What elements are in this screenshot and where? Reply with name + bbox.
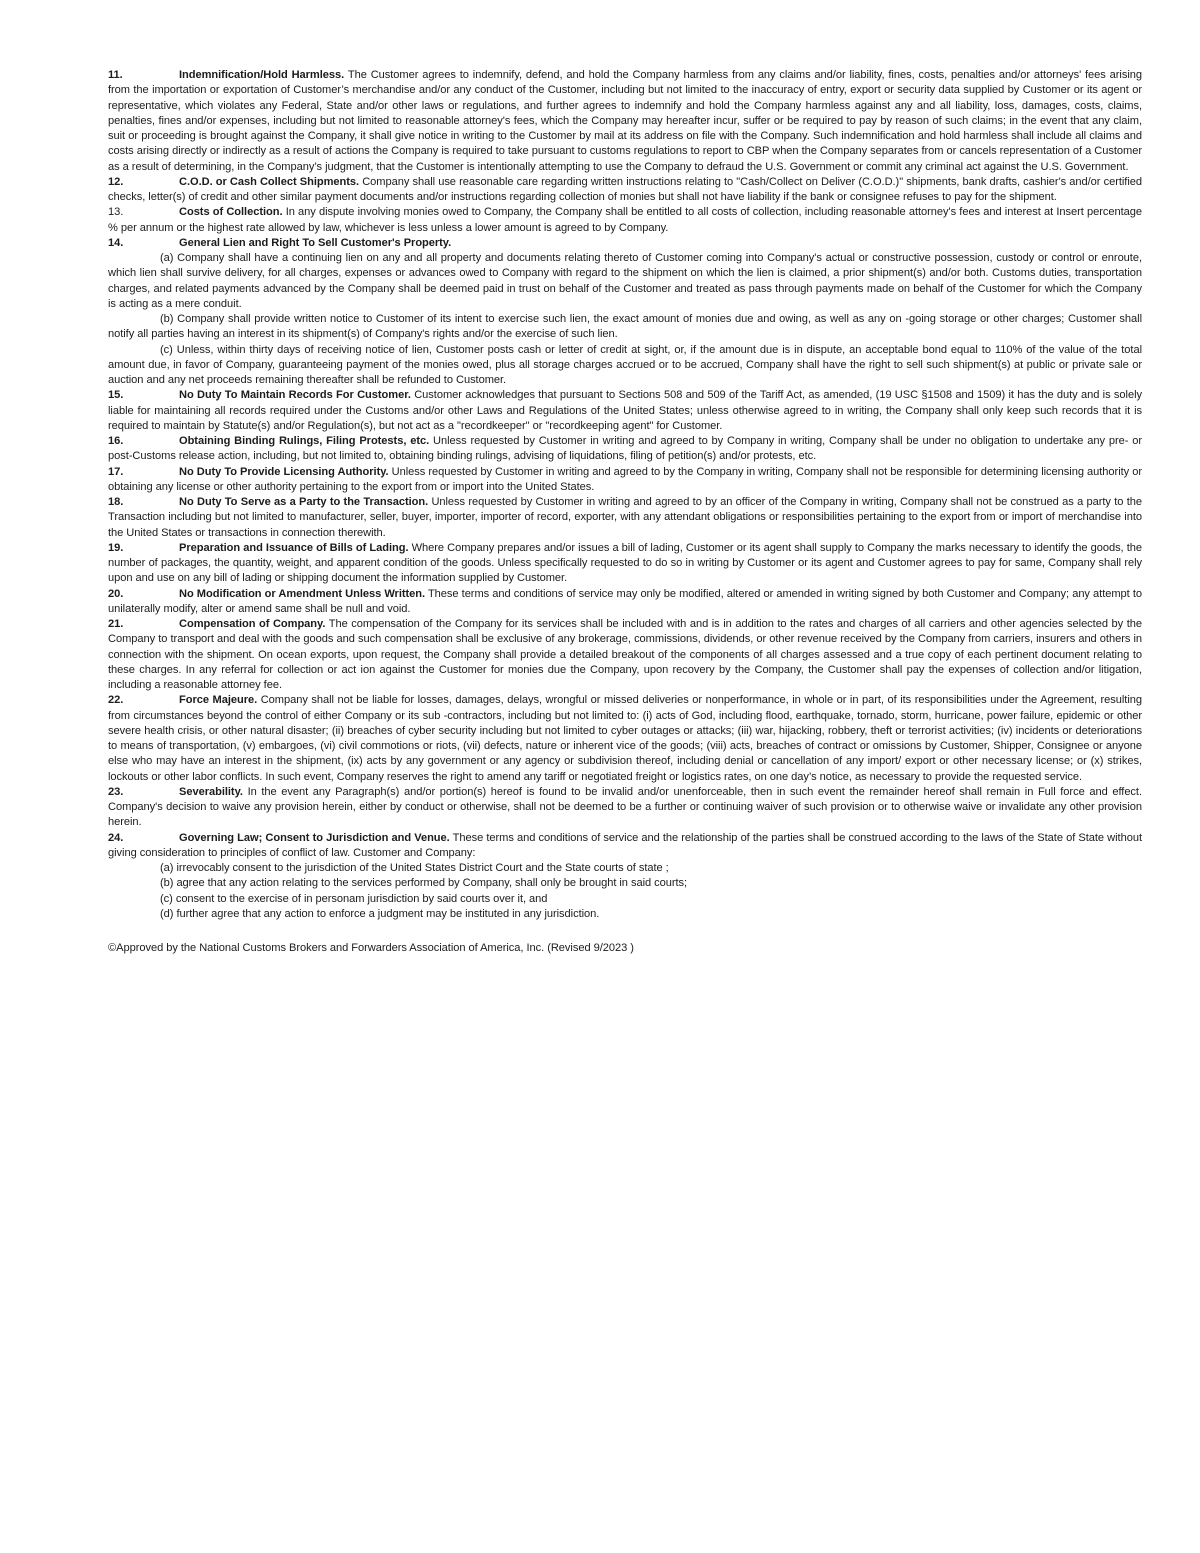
section-text: Where Company prepares and/or issues a bill of lading, Customer or its agent shall supply to Company the marks necessary to identify the goods, the number of packages, the quantity, weight, and apparent condition of the goods. Unless specifically requested to do so in writing by Customer or its agent and Customer agrees to pay for same, Company shall rely upon and use on any bill of lading or shipping document the information supplied by Customer.	[108, 541, 1142, 585]
section-24	[108, 831, 1142, 862]
section-text: Customer acknowledges that pursuant to Sections 508 and 509 of the Tariff Act, as amended, (19 USC §1508 and 1509) it has the duty and is solely liable for maintaining all records required under the Customs and/or other Laws and Regulations of the United States; unless otherwise agreed to in writing, the Company shall only keep such records that it is required to maintain by Statute(s) and/or Regulation(s), but not act as a "recordkeeper" or "recordkeeping agent" for Customer.	[108, 389, 1142, 432]
section-11	[108, 68, 1142, 175]
section-text: These terms and conditions of service may only be modified, altered or amended in writing signed by both Customer and Company; any attempt to unilaterally modify, alter or amend same shall be null and void.	[108, 587, 1142, 615]
section-16	[108, 434, 1142, 465]
section-number: 18.	[108, 496, 124, 508]
section-14-paragraph-a: (a) Company shall have a continuing lien on any and all property and documents relating thereto of Customer coming into Company's actual or constructive possession, custody or control or enroute, which lien shall survive delivery, for all charges, expenses or advances owed to Company with regard to the shipment on which the lien is claimed, a prior shipment(s) and/or both. Customs duties, transportation charges, and related payments advanced by the Company shall be deemed paid in trust on behalf of the Customer and treated as pass through payments made on behalf of the Customer for which the Company is acting as a mere conduit.	[108, 252, 1142, 310]
section-text: In the event any Paragraph(s) and/or portion(s) hereof is found to be invalid and/or unenforceable, then in such event the remainder hereof shall remain in Full force and effect. Company's decision to waive any provision herein, either by conduct or otherwise, shall not be deemed to be a further or continuing waiver of such provision or to otherwise waive or invalidate any other provision herein.	[108, 785, 1142, 829]
section-title: Obtaining Binding Rulings, Filing Protests, etc.	[179, 435, 430, 447]
approval-footer: ©Approved by the National Customs Brokers and Forwarders Association of America, Inc. (Revised 9/2023 )	[108, 942, 634, 954]
section-text: In any dispute involving monies owed to Company, the Company shall be entitled to all costs of collection, including reasonable attorney's fees and interest at Insert percentage % per annum or the highest rate allowed by law, whichever is less unless a lower amount is agreed to by Company.	[108, 206, 1142, 234]
section-title: General Lien and Right To Sell Customer's Property.	[179, 236, 452, 249]
section-12	[108, 175, 1142, 206]
section-number: 17.	[108, 465, 124, 478]
section-title: Compensation of Company.	[179, 618, 326, 630]
section-text: These terms and conditions of service and the relationship of the parties shall be construed according to the laws of the State of State without giving consideration to principles of conflict of law. Customer and Company:	[108, 831, 1142, 859]
section-title: Severability.	[179, 785, 243, 798]
section-title: No Modification or Amendment Unless Written.	[179, 587, 426, 600]
section-text: The compensation of the Company for its services shall be included with and is in addition to the rates and charges of all carriers and other agencies selected by the Company to transport and deal with the goods and such compensation shall be exclusive of any brokerage, commissions, dividends, or other revenue received by the Company from carriers, insurers and others in connection with the shipment. On ocean exports, upon request, the Company shall provide a detailed breakout of the components of all charges assessed and a true copy of each pertinent document relating to these charges. In any referral for collection or act ion against the Customer for monies due the Company, upon recovery by the Company, the Customer shall pay the expenses of collection and/or litigation, including a reasonable attorney fee.	[108, 618, 1142, 691]
section-text: Unless requested by Customer in writing and agreed to by Company in writing, Company shall be under no obligation to undertake any pre- or post-Customs release action, including, but not limited to, obtaining binding rulings, advising of liquidations, filing of petition(s) and/or protests, etc.	[108, 435, 1142, 463]
section-13	[108, 205, 1142, 236]
section-title: Costs of Collection.	[179, 206, 283, 219]
section-title: No Duty To Maintain Records For Customer.	[179, 389, 411, 402]
section-15	[108, 388, 1142, 434]
section-number: 24.	[108, 831, 124, 844]
list-item: (c) consent to the exercise of in personam jurisdiction by said courts over it, and	[160, 892, 548, 905]
list-item: (a) irrevocably consent to the jurisdiction of the United States District Court and the State courts of state ;	[160, 862, 669, 874]
section-14-paragraph-c: (c) Unless, within thirty days of receiving notice of lien, Customer posts cash or letter of credit at sight, or, if the amount due is in dispute, an acceptable bond equal to 110% of the value of the total amount due, in favor of Company, guaranteeing payment of the monies owed, plus all storage charges accrued or to be accrued, Company shall have the right to sell such shipment(s) at public or private sale or auction and any net proceeds remaining thereafter shall be refunded to Customer.	[108, 343, 1142, 386]
section-text: The Customer agrees to indemnify, defend, and hold the Company harmless from any claims and/or liability, fines, costs, penalties and/or attorneys' fees arising from the importation or exportation of Customer’s merchandise and/or any conduct of the Customer, including but not limited to the inaccuracy of entry, export or security data supplied by Customer or its agent or representative, which violates any Federal, State and/or other laws or regulations, and further agrees to indemnify and hold the Company harmless against any and all liability, loss, damages, costs, claims, penalties, fines and/or expenses, including but not limited to reasonable attorney's fees, which the Company may hereafter incur, suffer or be required to pay by reason of such claims; in the event that any claim, suit or proceeding is brought against the Company, it shall give notice in writing to the Customer by mail at its address on file with the Company. Such indemnification and hold harmless shall include all claims and costs arising directly or indirectly as a result of actions the Company is required to take pursuant to customs regulations to report to CBP when the Company separates from or cancels representation of a Customer as a result of determining, in the Company’s judgment, that the Customer is intentionally attempting to use the Company to defraud the U.S. Government or commit any criminal act against the U.S. Government.	[108, 69, 1142, 173]
section-number: 12.	[108, 175, 124, 188]
section-title: C.O.D. or Cash Collect Shipments.	[179, 175, 360, 188]
section-number: 21.	[108, 618, 124, 630]
section-19	[108, 541, 1142, 587]
section-title: Indemnification/Hold Harmless.	[179, 69, 345, 81]
section-number: 13.	[108, 206, 124, 219]
section-number: 16.	[108, 435, 124, 447]
section-number: 15.	[108, 389, 124, 402]
section-20	[108, 587, 1142, 618]
list-item: (b) agree that any action relating to the services performed by Company, shall only be brought in said courts;	[160, 877, 688, 890]
section-14	[108, 236, 1142, 251]
section-text: Company shall not be liable for losses, damages, delays, wrongful or missed deliveries or nonperformance, in whole or in part, of its responsibilities under the Agreement, resulting from circumstances beyond the control of either Company or its sub -contractors, including but not limited to: (i) acts of God, including flood, earthquake, tornado, storm, hurricane, power failure, epidemic or other severe health crisis, or other natural disaster; (ii) breaches of cyber security including but not limited to cyber outages or attacks; (iii) war, hijacking, robbery, theft or terrorist activities; (iv) incidents or deteriorations to means of transportation, (v) embargoes, (vi) civil commotions or riots, (vii) defects, nature or inherent vice of the goods; (viii) acts, breaches of contract or omissions by Customer, Shipper, Consignee or anyone else who may have an interest in the shipment, (ix) acts by any government or any agency or subdivision thereof, including denial or cancellation of any import/ export or other necessary license; or (x) strikes, lockouts or other labor conflicts. In such event, Company reserves the right to amend any tariff or negotiated freight or logistics rates, on one day’s notice, as necessary to provide the requested service.	[108, 694, 1142, 783]
section-title: Preparation and Issuance of Bills of Lading.	[179, 541, 409, 554]
document-page	[108, 68, 1142, 967]
section-18	[108, 495, 1142, 541]
section-number: 20.	[108, 587, 124, 600]
section-22	[108, 693, 1142, 785]
section-number: 22.	[108, 694, 124, 707]
section-number: 23.	[108, 785, 124, 798]
section-21	[108, 617, 1142, 693]
section-text: Company shall use reasonable care regarding written instructions relating to "Cash/Collect on Deliver (C.O.D.)" shipments, bank drafts, cashier's and/or certified checks, letter(s) of credit and other similar payment documents and/or instructions regarding collection of monies but shall not have liability if the bank or consignee refuses to pay for the shipment.	[108, 175, 1142, 203]
section-title: No Duty To Serve as a Party to the Transaction.	[179, 496, 429, 508]
section-text: Unless requested by Customer in writing and agreed to by an officer of the Company in writing, Company shall not be construed as a party to the Transaction including but not limited to manufacturer, seller, buyer, importer, importer of record, exporter, with any attendant obligations or responsibilities pertaining to the export from or import of merchandise into the United States or transactions in connection therewith.	[108, 496, 1142, 539]
section-title: Governing Law; Consent to Jurisdiction and Venue.	[179, 831, 450, 844]
section-number: 11.	[108, 69, 123, 81]
list-item: (d) further agree that any action to enforce a judgment may be instituted in any jurisdiction.	[160, 907, 600, 920]
section-number: 19.	[108, 541, 124, 554]
section-title: No Duty To Provide Licensing Authority.	[179, 465, 389, 478]
section-number: 14.	[108, 236, 124, 249]
section-title: Force Majeure.	[179, 694, 258, 707]
section-14-paragraph-b: (b) Company shall provide written notice to Customer of its intent to exercise such lien, the exact amount of monies due and owing, as well as any on -going storage or other charges; Customer shall notify all parties having an interest in its shipment(s) of Company's rights and/or the exercise of such lien.	[108, 313, 1142, 341]
section-23	[108, 785, 1142, 831]
section-text: Unless requested by Customer in writing and agreed to by the Company in writing, Company shall not be responsible for determining licensing authority or obtaining any license or other authority pertaining to the export from or import into the United States.	[108, 465, 1142, 493]
section-17	[108, 465, 1142, 496]
